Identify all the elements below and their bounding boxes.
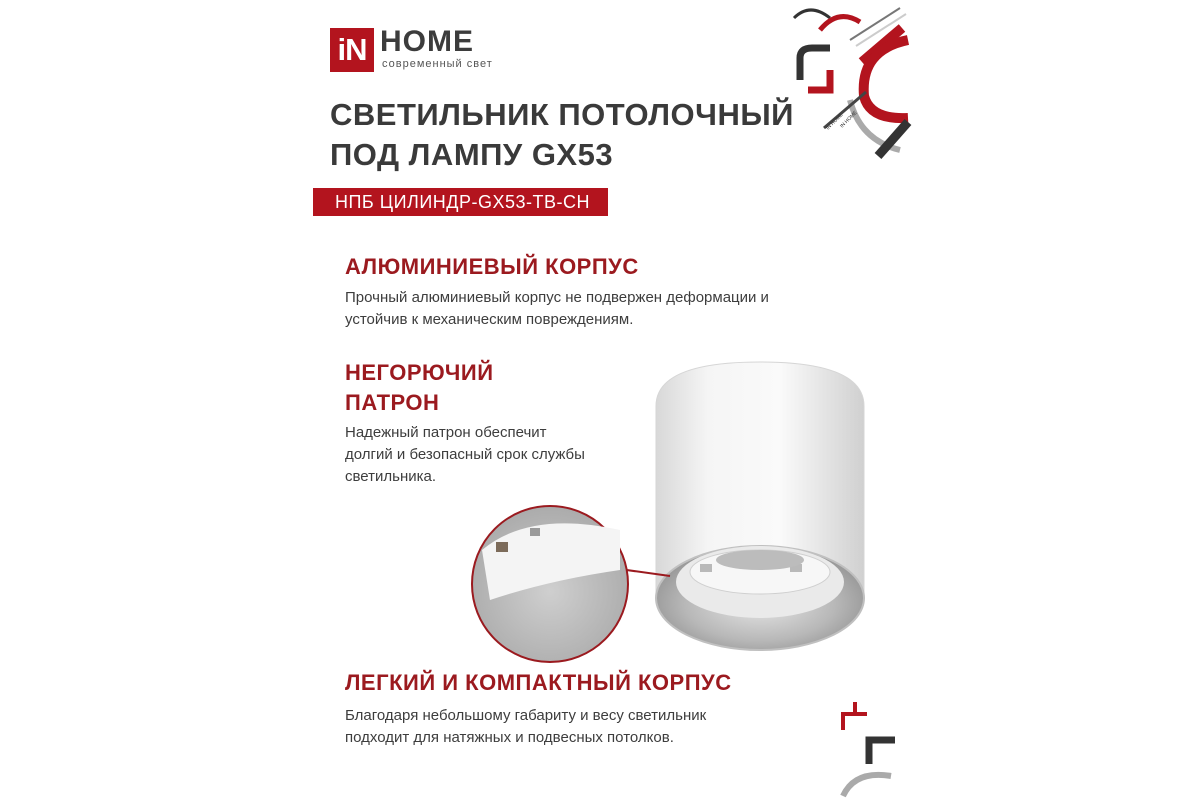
feature-heading-aluminium: АЛЮМИНИЕВЫЙ КОРПУС	[345, 254, 639, 279]
feature-heading-socket: НЕГОРЮЧИЙ ПАТРОН	[345, 360, 494, 415]
feature-text-socket: Надежный патрон обеспечит долгий и безопасный срок службы светильника.	[345, 424, 585, 485]
brand-logo-box: iN	[330, 28, 374, 72]
brand-logo-word: HOME	[380, 25, 474, 58]
title-line-2: ПОД ЛАМПУ GX53	[330, 137, 614, 172]
decor-top-right	[790, 0, 910, 160]
model-badge: НПБ ЦИЛИНДР-GX53-TB-CH	[313, 188, 608, 216]
brand-tagline: современный свет	[382, 58, 493, 70]
decor-label: IN HOME	[839, 110, 859, 130]
socket-magnifier	[470, 500, 690, 670]
decor-bottom-right	[825, 700, 905, 800]
feature-text-compact: Благодаря небольшому габариту и весу светильник подходит для натяжных и подвесных потолков.	[345, 707, 707, 746]
feature-heading-compact: ЛЕГКИЙ И КОМПАКТНЫЙ КОРПУС	[345, 670, 732, 695]
feature-text-aluminium: Прочный алюминиевый корпус не подвержен деформации и устойчив к механическим повреждениям.	[345, 289, 769, 328]
decor-label: IN HOME	[825, 112, 845, 132]
page-title	[330, 95, 800, 175]
title-line-1: СВЕТИЛЬНИК ПОТОЛОЧНЫЙ	[330, 97, 794, 132]
